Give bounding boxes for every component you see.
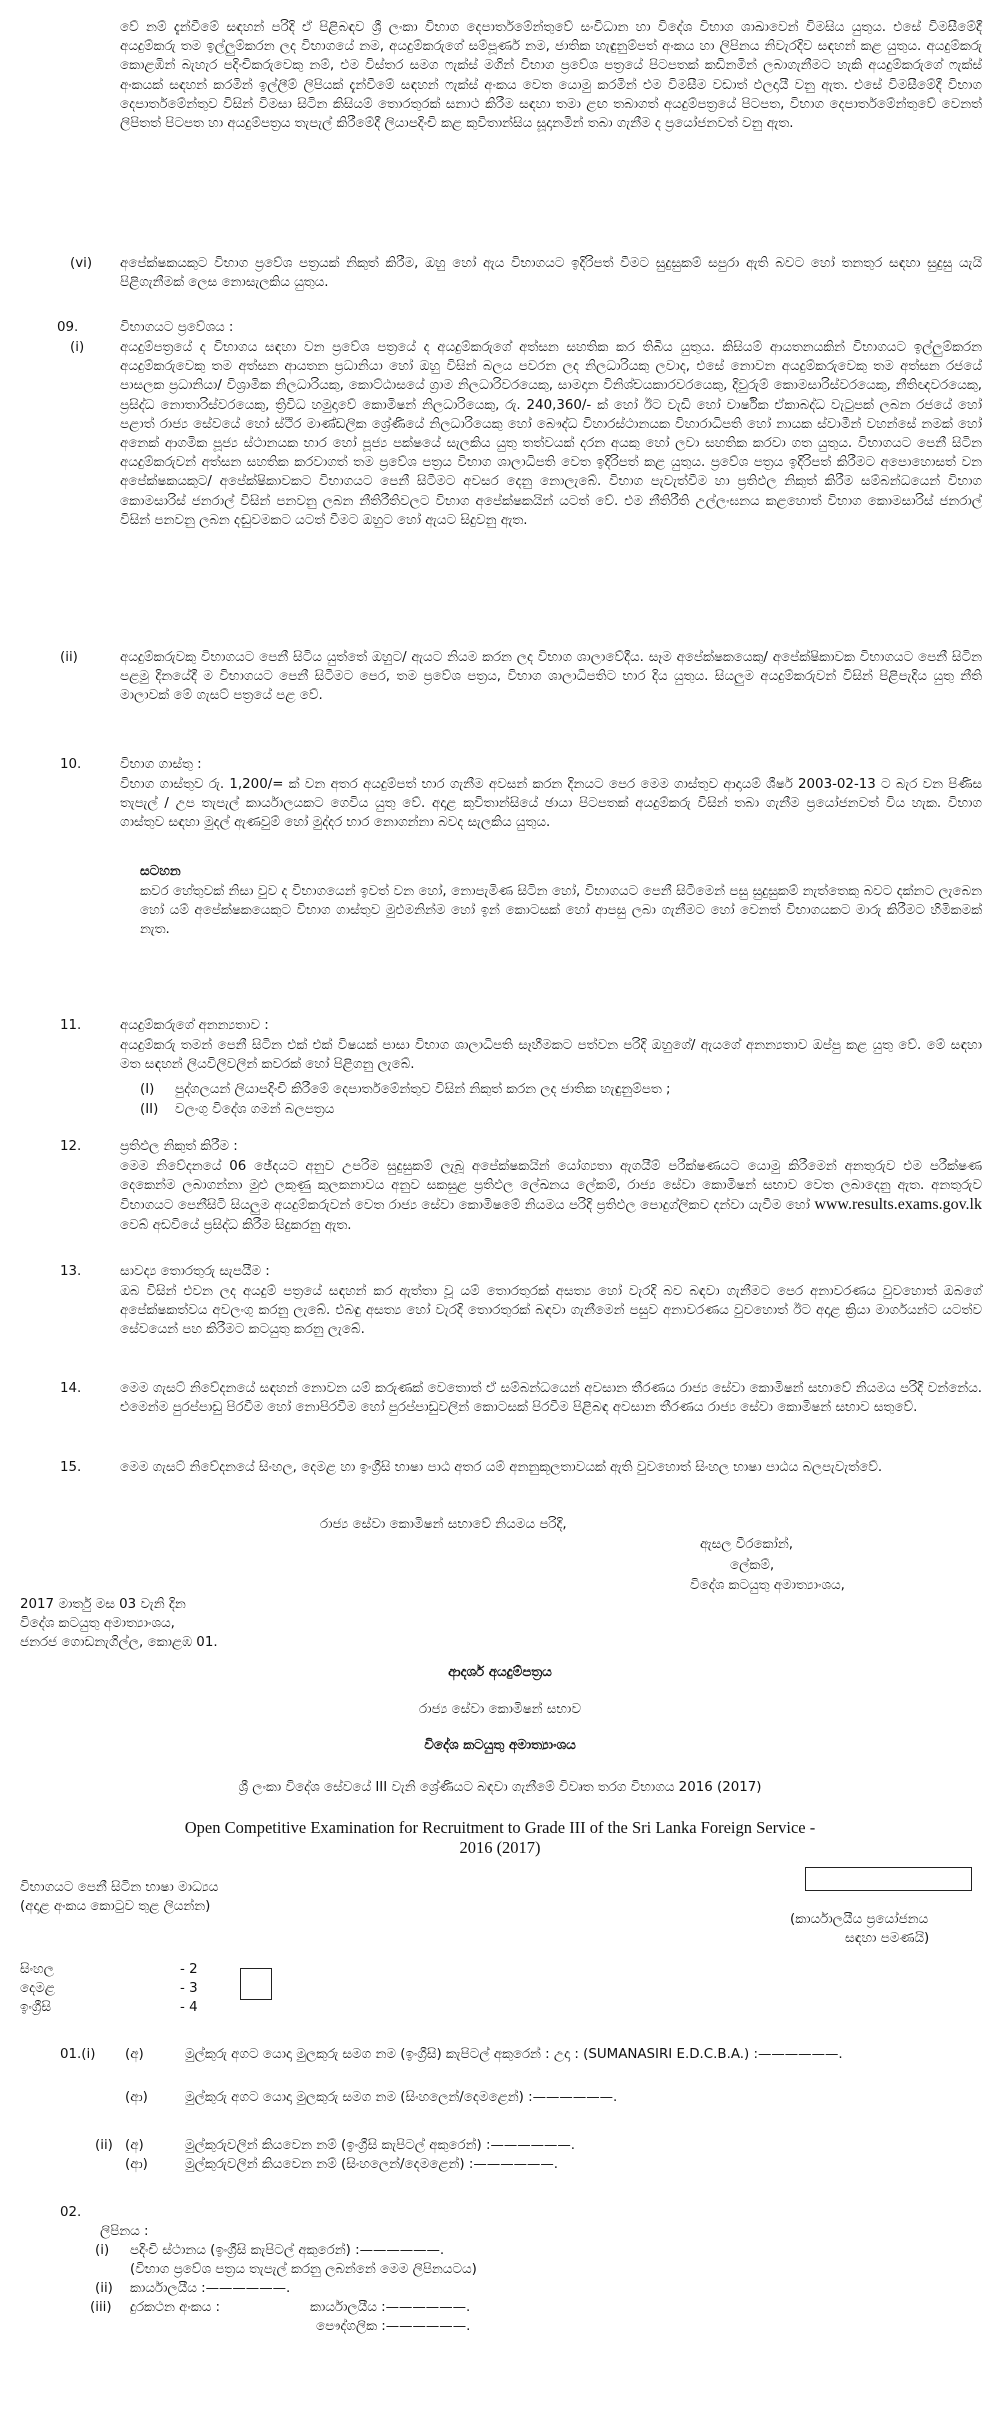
form-model-title: ආදර්ශ අයදුම්පත්‍රය <box>448 1665 552 1680</box>
signature-address-2: ජනරජ ගොඩනැගිල්ල, කොළඹ 01. <box>20 1635 218 1650</box>
sec14-number: 14. <box>60 1381 82 1396</box>
sec15-text: මෙම ගැසට් නිවේදනයේ සිංහල, දෙමළ හා ඉංග්‍රීසි භාෂා පාඨ අතර යම් අනනුකූලතාවයක් ඇති වුවහොත් සිංහල භාෂා පාඨය බලපැවැත්වේ. <box>120 1460 883 1475</box>
sec10-note-heading: සටහන <box>140 864 181 879</box>
sec09-title: විභාගයට ප්‍රවේශය : <box>120 320 234 335</box>
sec09-ii-text: අයදුම්කරුවකු විභාගයට පෙනී සිටිය යුත්තේ ඔහුට/ ඇයට නියම කරන ලද විභාග ශාලාවේදීය. සෑම අපේක්ෂකයෙකු/ අපේක්ෂිකාවක විභාගයට පෙනී සිටින පළමු දිනයේදී ම විභාගයට පෙනී සිටීමට පෙර, තම ප්‍රවේශ පත්‍රය, විභාග ශාලාධිපතිට භාර දිය යුතුය. සියලුම අයදුම්කරුවන් විසින් පිළිපැදිය යුතු නීති මාලාවක් මේ ගැසට් පත්‍රයේ පළ වේ. <box>120 650 982 704</box>
q02-i-note: (විභාග ප්‍රවේශ පත්‍රය තැපැල් කරනු ලබන්නේ මෙම ලිපිනයටය) <box>130 2262 477 2277</box>
signature-date: 2017 මාර්තු මස 03 වැනි දින <box>20 1597 186 1612</box>
sec13-number: 13. <box>60 1264 82 1279</box>
language-sinhala: සිංහල <box>20 1962 54 1977</box>
sec09-i-text: අයදුම්පත්‍රයේ ද විභාගය සඳහා වන ප්‍රවේශ පත්‍රයේ ද අයදුම්කරුගේ අත්සන සහතික කර තිබිය යුතුය. කිසියම් ආයතනයකින් විභාගයට ඉල්ලුම්කරන අයදුම්කරුවෙකු තම අත්සන ආයතන ප්‍රධානියා හෝ ඔහු විසින් බලය පවරන ලද නිලධාරියකු ලවාද, එසේ නොවන අයදුම්කරුවෙකු තම අත්සන රජයේ පාසලක ප්‍රධානියා/ විශ්‍රාමික නිලධාරියකු, කොට්ඨාසයේ ග්‍රාම නිලධාරිවරයෙකු, සාමදාන විනිශ්චයකාරවරයෙකු, දිවුරුම් කොමසාරිස්වරයෙකු, නීතිඥවරයෙකු, ප්‍රසිද්ධ නොතාරිස්වරයෙකු, ත්‍රිවිධ හමුදාවේ කොමිෂන් නිලධාරියෙකු, රු. 240,360/- ක් හෝ ඊට වැඩි හෝ වාර්ෂික ඒකාබද්ධ වැටුපක් ලබන රජයේ හෝ පළාත් රාජ්‍ය සේවයේ හෝ ස්ථිර මාණ්ඩලික ශ්‍රේණියේ නිලධාරියෙකු හෝ බෞද්ධ විහාරස්ථානයක විහාරාධිපති හෝ නායක ස්වාමීන් වහන්සේ නමක් හෝ අනෙක් ආගමික පූජ්‍ය ස්ථානයක භාර හෝ පූජ්‍ය පක්ෂයේ සැලකිය යුතු තත්වයක් දරන අයකු හෝ ලවා සහතික කරවා ගත යුතුය. විභාගයට පෙනී සිටින අයදුම්කරුවන් අත්සන සහතික කරවාගත් තම ප්‍රවේශ පත්‍රය විභාග ශාලාධිපති වෙත ඉදිරිපත් කළ යුතුය. ප්‍රවේශ පත්‍රය ඉදිරිපත් කිරීමට අපොහොසත් වන අපේක්ෂකයකුට/ අපේක්ෂිකාවකට විභාගයට පෙනී සිටීමට අවසර දෙනු නොලැබේ. විභාග පැවැත්වීම හා ප්‍රතිඵල නිකුත් කිරීම සම්බන්ධයෙන් විභාග කොමසාරිස් ජනරාල් විසින් පනවනු ලබන නීතිරීතිවලට විභාග අපේක්ෂකයින් යටත් වේ. එම නීතිරීති උල්ලංඝනය කළහොත් විභාග කොමසාරිස් ජනරාල් විසින් පනවනු ලබන දඬුවමකට යටත් වීමට ඔහුට හෝ ඇයට සිදුවනු ඇත. <box>120 340 982 528</box>
form-ministry: විදේශ කටයුතු අමාත්‍යාංශය <box>424 1738 576 1753</box>
office-use-label-1: (කාර්යාලයීය ප්‍රයෝජනය <box>790 1912 929 1927</box>
sec15-number: 15. <box>60 1460 82 1475</box>
signature-ministry: විදේශ කටයුතු අමාත්‍යාංශය, <box>690 1578 845 1593</box>
sec10-number: 10. <box>60 757 82 772</box>
q02-iii-number: (iii) <box>90 2300 112 2315</box>
results-url-link[interactable]: www.results.exams.gov.lk <box>814 1196 982 1214</box>
q01-ii-a-mark: (අ) <box>125 2138 144 2153</box>
q02-ii-number: (ii) <box>95 2281 113 2296</box>
sec11-list-2-number: (II) <box>140 1102 159 1117</box>
item-vi-text: අපේක්ෂකයකුට විභාග ප්‍රවේශ පත්‍රයක් නිකුත් කිරීම, ඔහු හෝ ඇය විභාගයට ඉදිරිපත් වීමට සුදුසුකම් සපුරා ඇති බවට හෝ තනතුර සඳහා සුදුසු යැයි පිළිගැනීමක් ලෙස නොසැලකිය යුතුය. <box>120 256 982 291</box>
form-exam-title-en: Open Competitive Examination for Recruitment to Grade III of the Sri Lanka Foreign Service - 2016 (2017) <box>184 1818 816 1857</box>
signature-name: ඇසල වීරකෝන්, <box>700 1537 793 1552</box>
sec11-list-1: පුද්ගලයන් ලියාපදිංචි කිරීමේ දෙපාර්තමේන්තුව විසින් නිකුත් කරන ලද ජාතික හැඳුනුම්පත ; <box>175 1082 671 1097</box>
item-vi-number: (vi) <box>70 256 93 271</box>
sec11-number: 11. <box>60 1018 82 1033</box>
q02-number: 02. <box>60 2205 82 2220</box>
office-use-label-2: සඳහා පමණයි) <box>845 1931 930 1946</box>
sec12-title: ප්‍රතිඵල නිකුත් කිරීම : <box>120 1139 238 1154</box>
q02-i-number: (i) <box>95 2243 110 2258</box>
form-commission: රාජ්‍ය සේවා කොමිෂන් සභාව <box>419 1702 581 1717</box>
q02-iii-label: දුරකථන අංකය : <box>130 2300 221 2315</box>
q01-a-field[interactable]: මුල්කුරු අගට යොදා මුලකුරු සමග නම (ඉංග්‍රීසි) කැපිටල් අකුරෙන් : උදා : (SUMANASIRI E.D.C.B.A.) :——————. <box>185 2047 843 2062</box>
sec11-list-1-number: (I) <box>140 1082 155 1097</box>
language-english: ඉංග්‍රීසි <box>20 2000 51 2015</box>
sec12-body: මෙම නිවේදනයේ 06 ඡේදයට අනුව උපරිම සුදුසුකම් ලැබූ අපේක්ෂකයින් යෝග්‍යතා ඇගයීම් පරීක්ෂණයට යොමු කිරීමෙන් අනතුරුව එම පරීක්ෂණ දෙකෙන්ම ලබාගන්නා මුළු ලකුණු කුලකනාවය අනුව සකසුළ ප්‍රතිඵල ලේඛනය ලේකම්, රාජ්‍ය සේවා කොමිෂන් සභාව වෙත ලබාදෙනු ඇත. අනතුරුව විභාගයට පෙනීසිටි සියලුම අයදුම්කරුවන් වෙත රාජ්‍ය සේවා කොමිෂමේ නියමය පරිදි ප්‍රතිඵල පොදුග්ලිකව දන්වා යැවීම හෝ <box>120 1159 982 1214</box>
q01-number: 01.(i) <box>60 2047 96 2062</box>
language-tamil-code: - 3 <box>180 1981 198 1996</box>
signature-address-1: විදේශ කටයුතු අමාත්‍යාංශය, <box>20 1616 175 1631</box>
signature-title: ලේකම්, <box>730 1558 775 1573</box>
q02-ii-field[interactable]: කාර්යාලයීය :——————. <box>130 2281 291 2296</box>
q01-ii-aa-mark: (ආ) <box>125 2157 148 2172</box>
q01-aa-mark: (ආ) <box>125 2090 148 2105</box>
form-exam-title-si: ශ්‍රී ලංකා විදේශ සේවයේ III වැනි ශ්‍රේණියට බඳවා ගැනීමේ විවෘත තරග විභාගය 2016 (2017) <box>238 1780 762 1795</box>
sec09-number: 09. <box>57 320 79 335</box>
sec13-title: සාවද්‍ය තොරතුරු සැපයීම : <box>120 1264 270 1279</box>
medium-label: විභාගයට පෙනී සිටින භාෂා මාධ්‍යය <box>20 1880 219 1895</box>
sec09-ii-number: (ii) <box>60 650 78 665</box>
medium-code-box[interactable] <box>240 1968 272 2000</box>
language-sinhala-code: - 2 <box>180 1962 198 1977</box>
office-use-box <box>805 1867 972 1891</box>
sec12-body-after: වෙබ් අඩවියේ ප්‍රසිද්ධ කිරීම සිදුකරනු ඇත. <box>120 1217 352 1233</box>
sec10-text: විභාග ගාස්තුව රු. 1,200/= ක් වන අතර අයදුම්පත් භාර ගැනීම අවසන් කරන දිනයට පෙර මෙම ගාස්තුව ආදායම් ශීර්ෂ 2003-02-13 ට බැර වන පිණිස තැපැල් / උප තැපැල් කාර්යාලයකට ගෙවිය යුතු වේ. අදාළ කුවිතාන්සියේ ඡායා පිටපතක් අයදුම්කරු විසින් තබා ගැනීම ප්‍රයෝජනවත් විය හැක. විභාග ගාස්තුව සඳහා මුදල් ඇණවුම් හෝ මුද්දර භාර නොගන්නා බවද සැලකිය යුතුය. <box>120 777 982 831</box>
signature-order-line: රාජ්‍ය සේවා කොමිෂන් සභාවේ නියමය පරිදි, <box>320 1517 567 1532</box>
intro-continuation: වේ නම් දැන්වීමේ සඳහන් පරිදි ඒ පිළිබඳව ශ්‍රී ලංකා විභාග දෙපාර්තමේන්තුවේ සංවිධාන හා විදේශ විභාග ශාඛාවෙන් විමසිය යුතුය. එසේ විමසීමේදී අයදුම්කරු තම ඉල්ලුම්කරන ලද විභාගයේ නම, අයදුම්කරුගේ සම්පූර්ණ නම, ජාතික හැඳුනුම්පත් අංකය හා ලිපිනය නිවැරදිව සඳහන් කළ යුතුය. අයදුම්කරු කොළඹින් බැහැර පදිංචිකරුවෙකු නම්, එම විස්තර සමග ෆැක්ස් මගින් විභාග ප්‍රවේශ පත්‍රයේ පිටපතක් කඩිනමින් ලබාගැනීමට හැකි අයදුම්කරුගේ ෆැක්ස් අංකයක් සඳහන් කරමින් ඉල්ලීම් ලිපියක් දැන්වීමේ සඳහන් ෆැක්ස් අංකය වෙත යොමු කරමින් එම විමසීම වඩාත් ඵලදායී වනු ඇත. එසේ විමසීමේදී විභාග දෙපාර්තමේන්තුව විසින් විමසා සිටින කිසියම් තොරතුරක් සනාථ කිරීම සඳහා තමා ළඟ තබාගත් අයදුම්පත්‍රයේ පිටපත, විභාග දෙපාර්තමේන්තුවේ වෙනත් ලිපිතත් පිටපත හා අයදුම්පත්‍රය තැපැල් කිරීමේදී ලියාපදිංචි කළ කුවිතාන්සිය සූදානමින් තබා ගැනීම ද ප්‍රයෝජනවත් වනු ඇත. <box>120 20 982 132</box>
sec13-text: ඔබ විසින් එවන ලද අයදුම් පත්‍රයේ සඳහන් කර ඇත්තා වූ යම් තොරතුරක් අසත්‍ය හෝ වැරදි බව බඳවා ගැනීමට පෙර අනාවරණය වුවහොත් ඔබගේ අපේක්ෂකත්වය අවලංගු කරනු ලැබේ. එබඳු අසත්‍ය හෝ වැරදි තොරතුරක් බඳවා ගැනීමෙන් පසුව අනාවරණය වුවහොත් ඊට අදාළ ක්‍රියා මාර්ගයන්ට යටත්ව සේවයෙන් පහ කිරීමට කටයුතු කරනු ලැබේ. <box>120 1284 982 1338</box>
sec09-i-number: (i) <box>70 340 85 355</box>
medium-hint: (අදාළ අංකය කොටුව තුළ ලියන්න) <box>20 1899 211 1914</box>
q02-i-field[interactable]: පදිංචි ස්ථානය (ඉංග්‍රීසි කැපිටල් අකුරෙන්) :——————. <box>130 2243 445 2258</box>
phone-office-field[interactable]: කාර්යාලයීය :——————. <box>310 2300 471 2315</box>
sec11-title: අයදුම්කරුගේ අනන්‍යතාව : <box>120 1018 269 1033</box>
q01-a-mark: (අ) <box>125 2047 144 2062</box>
sec12-number: 12. <box>60 1139 82 1154</box>
sec11-list-2: වලංගු විදේශ ගමන් බලපත්‍රය <box>175 1102 335 1117</box>
sec11-text: අයදුම්කරු තමන් පෙනී සිටින එක් එක් විෂයක් පාසා විභාග ශාලාධිපති සෑහීමකට පත්වන පරිදි ඔහුගේ/ ඇයගේ අනන්‍යතාව ඔප්පු කළ යුතු වේ. මේ සඳහා මත සඳහන් ලියවිලිවලින් කවරක් හෝ පිළිගනු ලැබේ. <box>120 1038 982 1073</box>
q01-ii-a-field[interactable]: මුල්කුරුවලින් කියවෙන නම් (ඉංග්‍රීසි කැපිටල් අකුරෙන්) :——————. <box>185 2138 576 2153</box>
sec10-title: විභාග ගාස්තු : <box>120 757 202 772</box>
q01-aa-field[interactable]: මුල්කුරු අගට යොදා මුලකුරු සමග නම (සිංහලෙන්/දෙමළෙන්) :——————. <box>185 2090 618 2105</box>
language-english-code: - 4 <box>180 2000 198 2015</box>
q01-ii-number: (ii) <box>95 2138 113 2153</box>
sec12-text <box>120 1157 982 1235</box>
sec10-note-text: කවර හේතුවක් නිසා වුව ද විභාගයෙන් ඉවත් වන හෝ, නොපැමිණ සිටින හෝ, විභාගයට පෙනී සිටීමෙන් පසු සුදුසුකම් නැත්තෙකු බවට දක්නට ලැබෙන හෝ යම් අපේක්ෂකයෙකුට විභාග ගාස්තුව මුළුමනින්ම හෝ ඉන් කොටසක් හෝ ආපසු ලබා ගැනීමට හෝ වෙනත් විභාගයකට මාරු කිරීමට හිමිකමක් නැත. <box>140 884 982 938</box>
q01-ii-aa-field[interactable]: මුල්කුරුවලින් කියවෙන නම් (සිංහලෙන්/දෙමළෙන්) :——————. <box>185 2157 559 2172</box>
phone-personal-field[interactable]: පෞද්ගලික :——————. <box>316 2319 471 2334</box>
q02-title: ලිපිනය : <box>100 2224 149 2239</box>
language-tamil: දෙමළ <box>20 1981 55 1996</box>
sec14-text: මෙම ගැසට් නිවේදනයේ සඳහන් නොවන යම් කරුණක් වෙතොත් ඒ සම්බන්ධයෙන් අවසාන තීරණය රාජ්‍ය සේවා කොමිෂන් සභාවේ නියමය පරිදි වන්නේය. එමෙන්ම පුරප්පාඩු පිරවීම හෝ නොපිරවීම හෝ පුරප්පාඩුවලින් කොටසක් පිරවීම පිළිබඳ අවසාන තීරණය රාජ්‍ය සේවා කොමිෂන් සභාව සතුවේ. <box>120 1381 982 1416</box>
